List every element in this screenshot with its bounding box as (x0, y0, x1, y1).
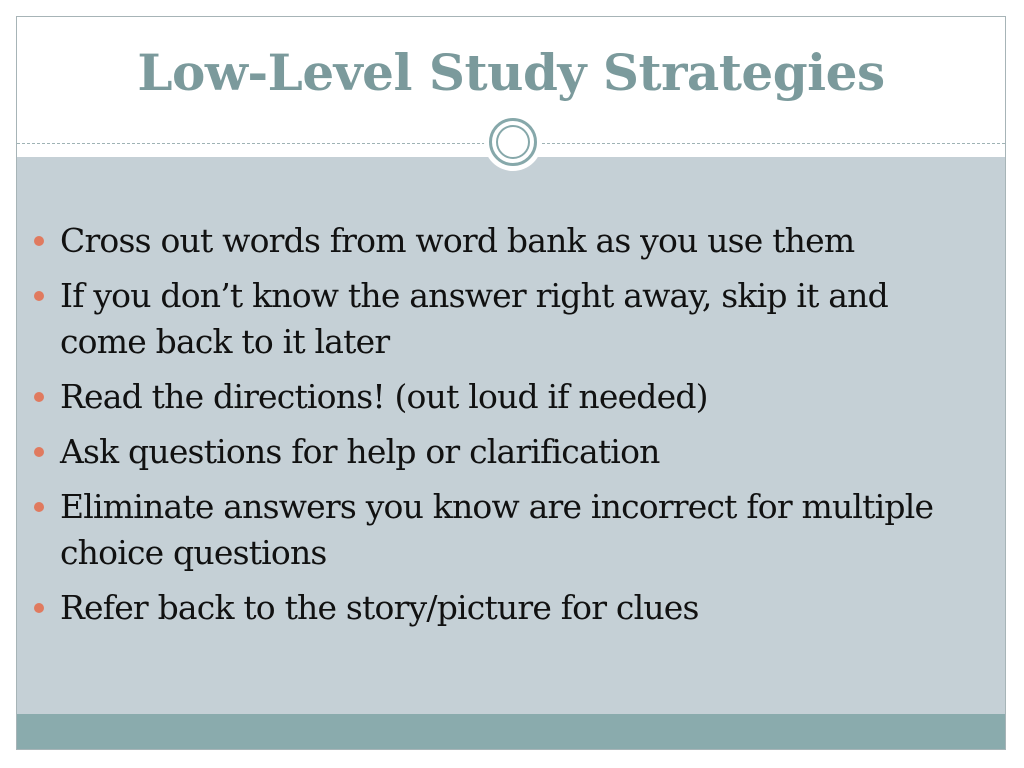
bullet-text: Cross out words from word bank as you use them (60, 221, 855, 260)
bullet-item (30, 273, 960, 365)
bullet-dot-icon (34, 291, 44, 301)
ornament-circle-icon (484, 113, 542, 171)
bullet-text: Refer back to the story/picture for clues (60, 588, 699, 627)
bullet-dot-icon (34, 502, 44, 512)
bullet-text: Ask questions for help or clarification (60, 432, 660, 471)
bullet-text: If you don’t know the answer right away, skip it and come back to it later (60, 276, 888, 361)
bullet-item (30, 429, 960, 475)
ornament-ring (489, 118, 537, 166)
bullet-dot-icon (34, 447, 44, 457)
bullet-list (30, 218, 960, 640)
bullet-item (30, 218, 960, 264)
bullet-dot-icon (34, 392, 44, 402)
bullet-text: Eliminate answers you know are incorrect for multiple choice questions (60, 487, 934, 572)
bullet-dot-icon (34, 603, 44, 613)
bullet-text: Read the directions! (out loud if needed) (60, 377, 708, 416)
bullet-item (30, 484, 960, 576)
footer-bar (17, 714, 1005, 749)
bullet-dot-icon (34, 236, 44, 246)
bullet-item (30, 585, 960, 631)
slide-title: Low-Level Study Strategies (137, 43, 885, 102)
bullet-item (30, 374, 960, 420)
